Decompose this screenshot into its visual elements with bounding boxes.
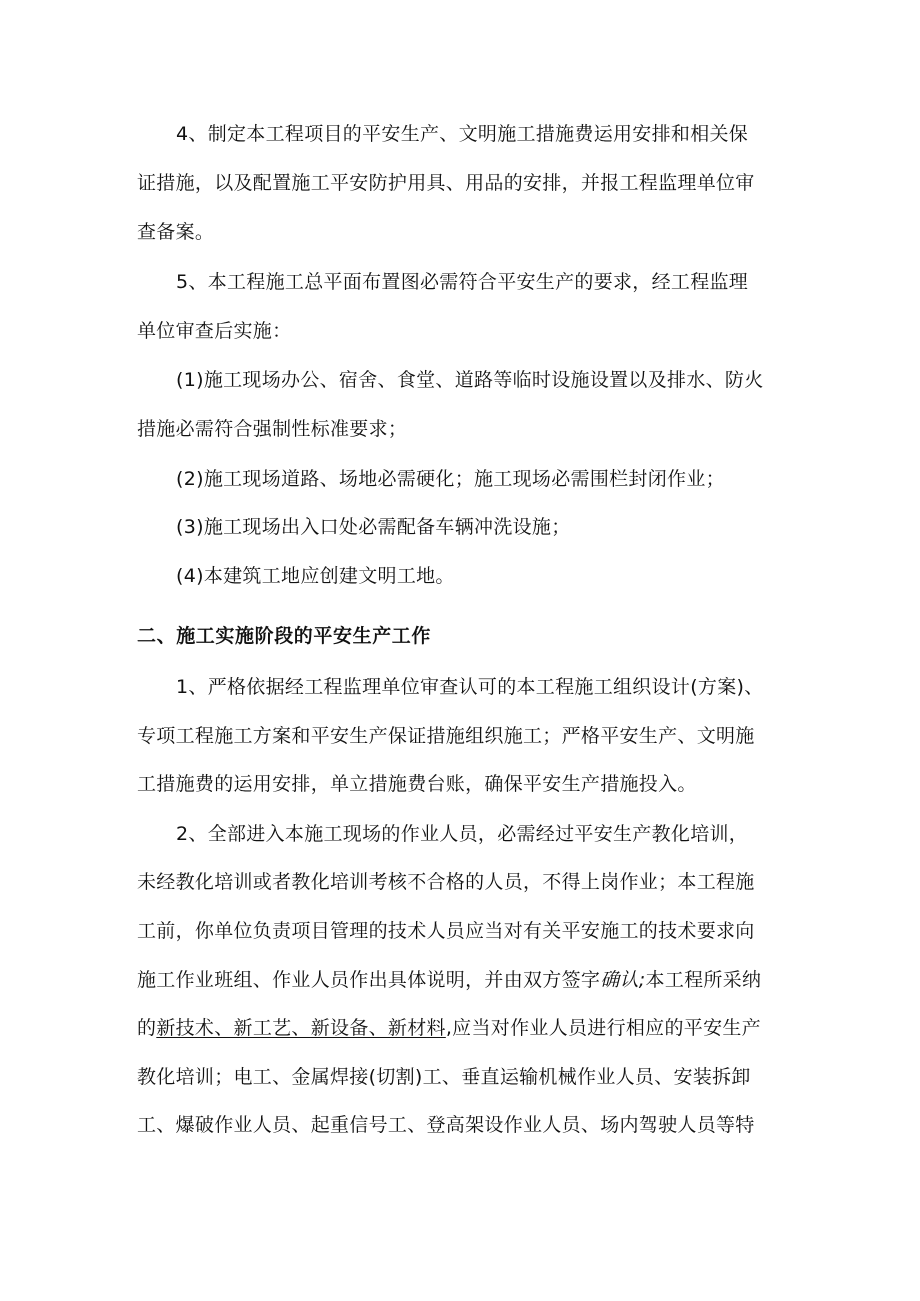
paragraph-2-line-2: 未经教化培训或者教化培训考核不合格的人员，不得上岗作业；本工程施: [137, 871, 755, 893]
paragraph-2-line-7: 工、爆破作业人员、起重信号工、登高架设作业人员、场内驾驶人员等特: [137, 1114, 755, 1136]
paragraph-4-line-3: 查备案。: [137, 221, 215, 243]
item-4: (4)本建筑工地应创建文明工地。: [176, 565, 455, 587]
item-2: (2)施工现场道路、场地必需硬化；施工现场必需围栏封闭作业；: [176, 468, 725, 490]
item-1-line-1: (1)施工现场办公、宿舍、食堂、道路等临时设施设置以及排水、防火: [176, 369, 764, 391]
underlined-text: 新技术、新工艺、新设备、新材料: [156, 1017, 446, 1039]
paragraph-5-line-2: 单位审查后实施：: [137, 320, 292, 342]
italic-text: 确认;: [600, 969, 646, 991]
paragraph-2-line-3: 工前，你单位负责项目管理的技术人员应当对有关平安施工的技术要求向: [137, 920, 755, 942]
paragraph-2-line-6: 教化培训；电工、金属焊接(切割)工、垂直运输机械作业人员、安装拆卸: [137, 1066, 751, 1088]
paragraph-1-line-3: 工措施费的运用安排，单立措施费台账，确保平安生产措施投入。: [137, 773, 697, 795]
paragraph-4-line-2: 证措施，以及配置施工平安防护用具、用品的安排，并报工程监理单位审: [137, 172, 755, 194]
line-text-after: ,应当对作业人员进行相应的平安生产: [445, 1017, 761, 1039]
paragraph-2-line-4: [137, 968, 797, 992]
item-1-line-2: 措施必需符合强制性标准要求；: [137, 418, 408, 440]
paragraph-2-line-5: [137, 1016, 797, 1040]
section-heading: 二、施工实施阶段的平安生产工作: [137, 625, 432, 647]
item-3: (3)施工现场出入口处必需配备车辆冲洗设施；: [176, 516, 571, 538]
line-text-after: 本工程所采纳: [645, 969, 762, 991]
paragraph-1-line-2: 专项工程施工方案和平安生产保证措施组织施工；严格平安生产、文明施: [137, 725, 755, 747]
paragraph-4-line-1: 4、制定本工程项目的平安生产、文明施工措施费运用安排和相关保: [176, 123, 749, 145]
line-prefix: 的: [137, 1017, 157, 1039]
paragraph-2-line-1: 2、全部进入本施工现场的作业人员，必需经过平安生产教化培训，: [176, 823, 749, 845]
line-text-before: 施工作业班组、作业人员作出具体说明，并由双方签字: [137, 969, 601, 991]
paragraph-5-line-1: 5、本工程施工总平面布置图必需符合平安生产的要求，经工程监理: [176, 271, 749, 293]
paragraph-1-line-1: 1、严格依据经工程监理单位审查认可的本工程施工组织设计(方案)、: [176, 676, 764, 698]
